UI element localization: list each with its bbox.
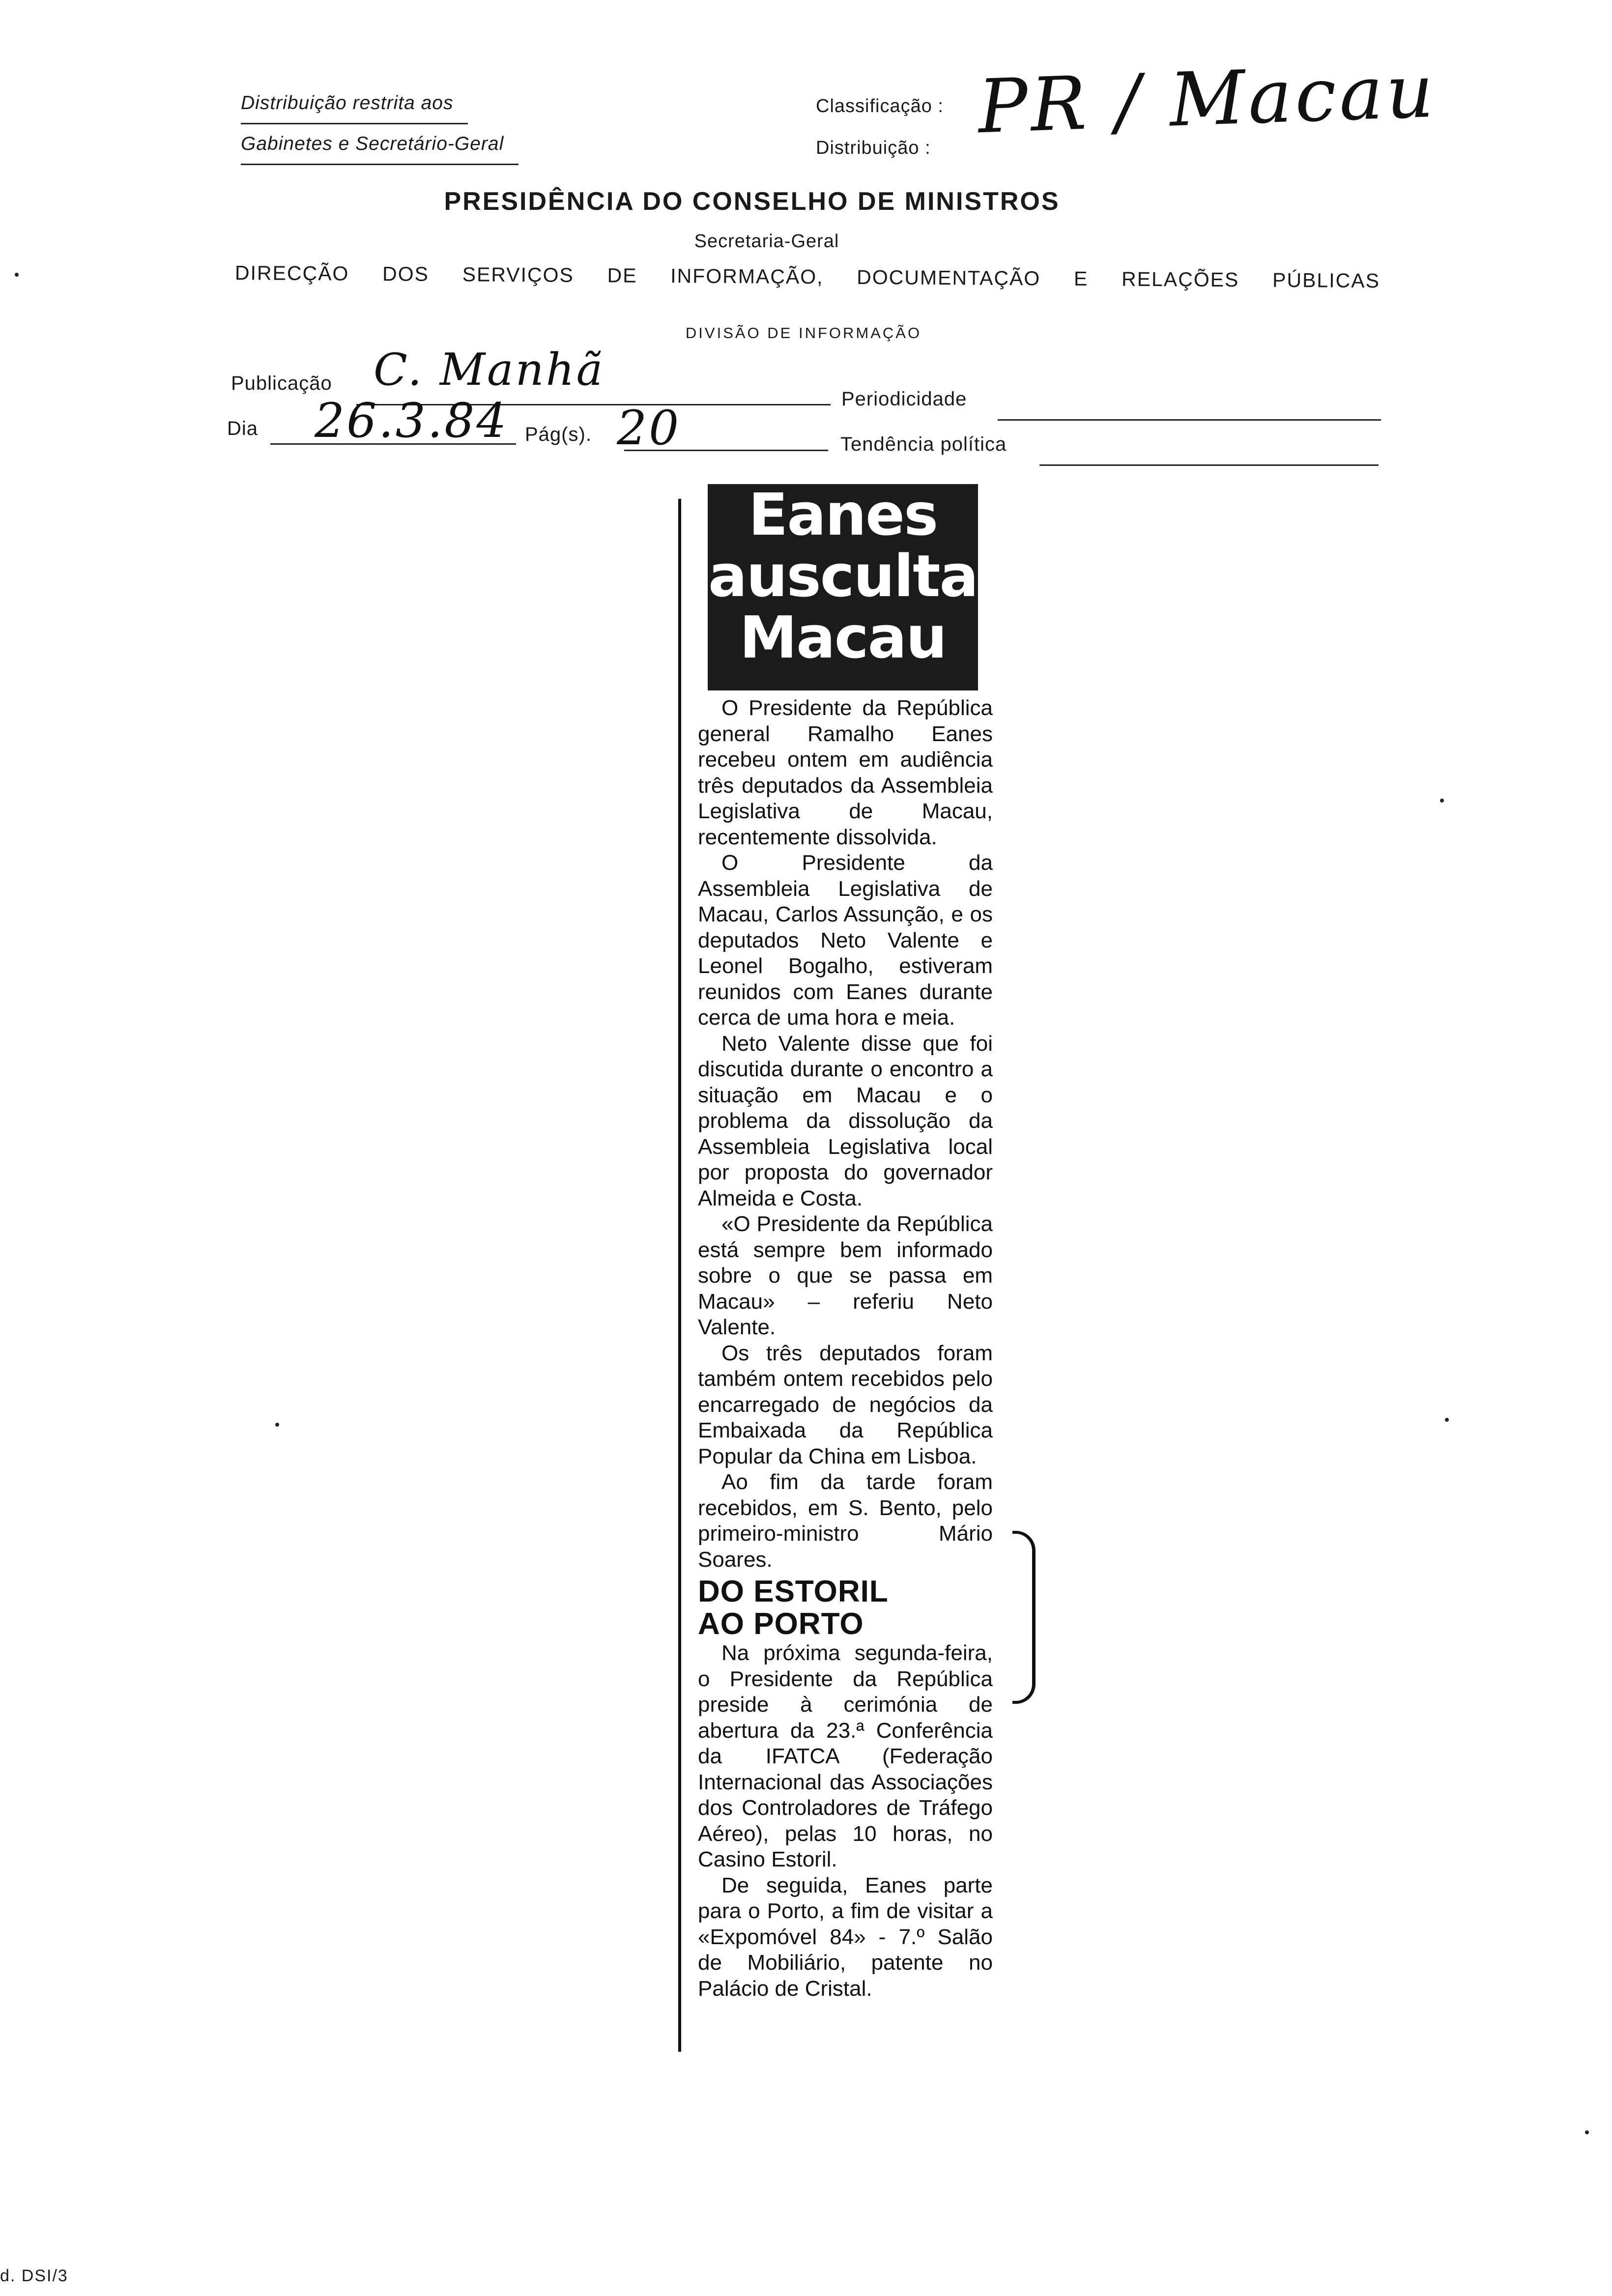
periodicidade-line xyxy=(998,419,1381,421)
article-paragraph: Na próxima segunda-feira, o Presidente da República preside à cerimónia de abertura da 23.ª Conferência da IFATCA (Federação Internacional das Associações dos Controladores de Tráfego Aéreo), pelas 10 horas, no Casino Estoril. xyxy=(698,1641,993,1871)
restriction-line-2: Gabinetes e Secretário-Geral xyxy=(241,124,518,165)
article-paragraph: Ao fim da tarde foram recebidos, em S. Bento, pelo primeiro-ministro Mário Soares. xyxy=(698,1470,993,1572)
tendencia-label: Tendência política xyxy=(840,433,1007,455)
headline-line-3: Macau xyxy=(739,603,947,671)
direccao-servicos: DIRECÇÃO DOS SERVIÇOS DE INFORMAÇÃO, DOCUMENTAÇÃO E RELAÇÕES PÚBLICAS xyxy=(234,261,1381,292)
article-paragraph: O Presidente da Assembleia Legislativa de Macau, Carlos Assunção, e os deputados Neto Valente e Leonel Bogalho, estiveram reunidos com Eanes durante cerca de uma hora e meia. xyxy=(698,851,993,1030)
headline-box xyxy=(708,481,978,690)
distribuicao-label: Distribuição : xyxy=(816,138,931,158)
clipping-column-rule xyxy=(678,499,681,2052)
article-body xyxy=(698,695,993,2002)
restriction-line-1: Distribuição restrita aos xyxy=(241,84,468,124)
classificacao-handwritten-value: PR / Macau xyxy=(977,48,1438,150)
newspaper-clipping xyxy=(678,481,1032,2057)
restriction-note xyxy=(241,84,518,165)
classificacao-label: Classificação : xyxy=(816,96,944,116)
headline-line-2: ausculta xyxy=(708,542,978,610)
periodicidade-label: Periodicidade xyxy=(841,388,967,410)
publicacao-label: Publicação xyxy=(231,373,332,394)
headline-line-1: Eanes xyxy=(748,481,938,548)
scan-speck xyxy=(1585,2130,1589,2134)
tendencia-line xyxy=(1039,464,1379,466)
publicacao-handwritten-value: C. Manhã xyxy=(374,344,605,396)
dia-label: Dia xyxy=(227,418,259,439)
article-subheading: DO ESTORIL AO PORTO xyxy=(698,1575,889,1641)
form-code: d. DSI/3 xyxy=(0,2267,68,2285)
article-paragraph: Os três deputados foram também ontem recebidos pelo encarregado de negócios da Embaixada da República Popular da China em Lisboa. xyxy=(698,1341,993,1468)
secretaria-geral: Secretaria-Geral xyxy=(694,231,839,252)
scan-speck xyxy=(1440,799,1444,803)
article-paragraph: «O Presidente da República está sempre bem informado sobre o que se passa em Macau» – referiu Neto Valente. xyxy=(698,1212,993,1339)
institution-title: PRESIDÊNCIA DO CONSELHO DE MINISTROS xyxy=(444,187,1060,216)
article-paragraph: Neto Valente disse que foi discutida durante o encontro a situação em Macau e o problema da dissolução da Assembleia Legislativa local por proposta do governador Almeida e Costa. xyxy=(698,1031,993,1210)
dia-handwritten-value: 26.3.84 xyxy=(315,393,509,448)
article-paragraph: O Presidente da República general Ramalho Eanes recebeu ontem em audiência três deputados da Assembleia Legislativa de Macau, recentemente dissolvida. xyxy=(698,696,993,849)
article-paragraph: De seguida, Eanes parte para o Porto, a fim de visitar a «Expomóvel 84» - 7.º Salão de Mobiliário, patente no Palácio de Cristal. xyxy=(698,1873,993,2001)
scan-speck xyxy=(15,273,19,277)
divisao-informacao: DIVISÃO DE INFORMAÇÃO xyxy=(685,324,922,342)
pags-label: Pág(s). xyxy=(525,424,592,445)
scan-speck xyxy=(1445,1418,1449,1422)
scan-speck xyxy=(275,1423,279,1427)
handwritten-bracket xyxy=(1012,1531,1036,1704)
pags-handwritten-value: 20 xyxy=(617,401,681,456)
